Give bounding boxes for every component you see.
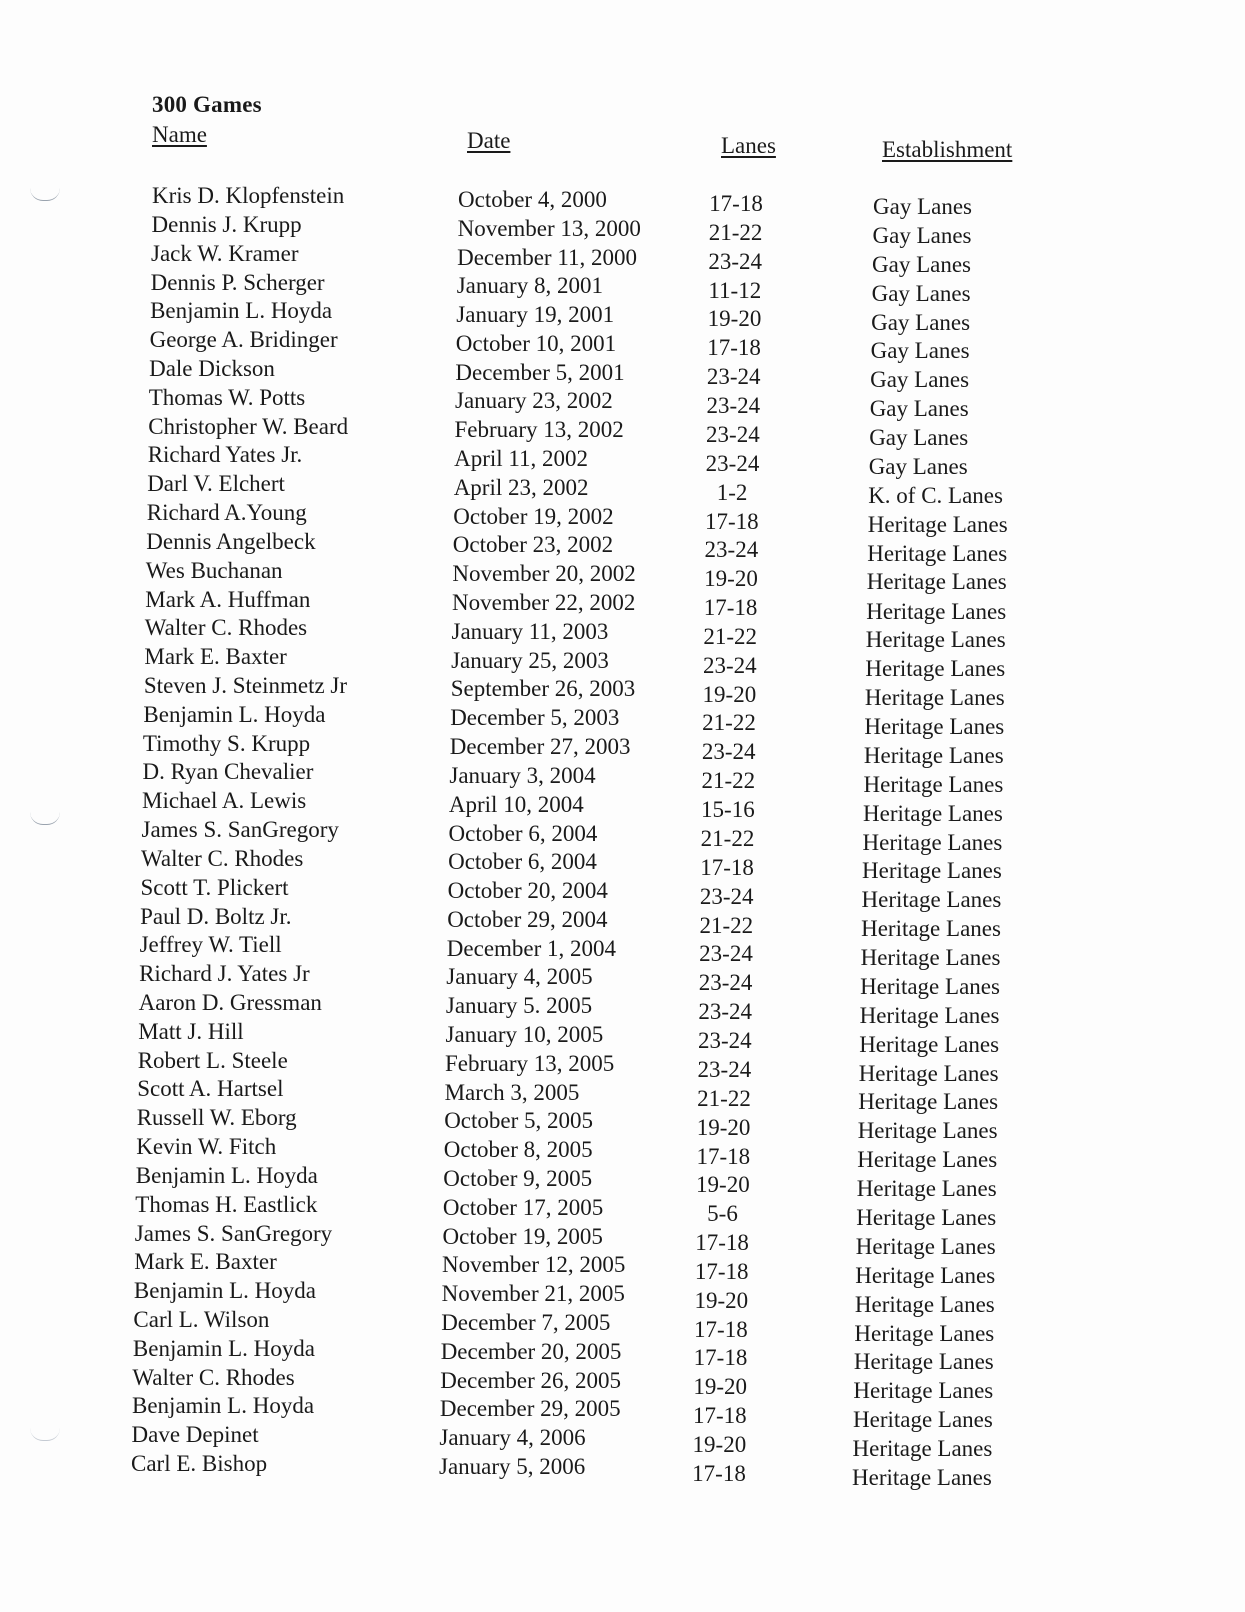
establishment-name: Heritage Lanes: [857, 1118, 998, 1144]
table-row: [0, 1391, 1245, 1433]
game-date: January 5, 2006: [439, 1454, 586, 1479]
establishment-name: Heritage Lanes: [861, 916, 1001, 942]
game-date: April 11, 2002: [454, 446, 589, 472]
game-date: October 20, 2004: [447, 878, 608, 904]
table-row: [0, 268, 1245, 306]
game-date: April 23, 2002: [453, 474, 589, 500]
table-row: [0, 239, 1245, 277]
table-row: [0, 440, 1245, 479]
establishment-name: Heritage Lanes: [856, 1204, 997, 1230]
lanes-pair: 17-18: [703, 595, 758, 621]
game-date: February 13, 2002: [454, 417, 624, 443]
table-row: [0, 1305, 1245, 1346]
game-date: December 5, 2003: [450, 705, 620, 731]
bowler-name: Steven J. Steinmetz Jr: [143, 672, 348, 698]
game-date: December 20, 2005: [440, 1338, 622, 1364]
bowler-name: Richard A.Young: [146, 500, 307, 525]
bowler-name: Darl V. Elchert: [147, 471, 285, 497]
lanes-pair: 17-18: [709, 191, 763, 216]
column-header-name: Name: [152, 122, 207, 147]
bowler-name: Jeffrey W. Tiell: [139, 932, 282, 958]
bowler-name: Benjamin L. Hoyda: [133, 1278, 316, 1304]
game-date: December 29, 2005: [439, 1396, 621, 1422]
bowler-name: Benjamin L. Hoyda: [132, 1335, 315, 1361]
game-date: September 26, 2003: [450, 676, 636, 702]
table-row: [0, 671, 1245, 711]
establishment-name: Heritage Lanes: [853, 1407, 993, 1433]
lanes-pair: 23-24: [705, 450, 760, 476]
establishment-name: Gay Lanes: [869, 425, 969, 450]
table-row: [0, 700, 1245, 739]
game-date: April 10, 2004: [448, 791, 584, 817]
table-row: [0, 498, 1245, 537]
game-date: January 11, 2003: [451, 618, 609, 644]
bowler-name: Dennis P. Scherger: [150, 269, 325, 295]
table-row: [0, 354, 1245, 393]
table-row: [0, 815, 1245, 855]
table-row: [0, 383, 1245, 422]
establishment-name: Heritage Lanes: [859, 1031, 1000, 1057]
bowler-name: Thomas W. Potts: [148, 384, 306, 410]
game-date: November 22, 2002: [452, 590, 636, 616]
lanes-pair: 23-24: [698, 999, 753, 1025]
establishment-name: Heritage Lanes: [857, 1147, 998, 1173]
establishment-name: Gay Lanes: [871, 280, 971, 306]
table-row: [0, 1161, 1245, 1202]
table-row: [0, 585, 1245, 624]
game-date: January 4, 2005: [446, 964, 593, 990]
lanes-pair: 19-20: [702, 681, 757, 707]
table-row: [0, 642, 1245, 682]
table-row: [0, 210, 1245, 248]
establishment-name: Heritage Lanes: [865, 656, 1006, 682]
establishment-name: Heritage Lanes: [858, 1089, 999, 1115]
table-row: [0, 325, 1245, 364]
establishment-name: Heritage Lanes: [860, 945, 1001, 971]
establishment-name: Heritage Lanes: [866, 598, 1007, 624]
game-date: October 6, 2004: [448, 849, 597, 875]
lanes-pair: 11-12: [708, 277, 762, 303]
establishment-name: Heritage Lanes: [856, 1176, 997, 1202]
establishment-name: Heritage Lanes: [853, 1349, 994, 1375]
lanes-pair: 19-20: [704, 566, 758, 592]
lanes-pair: 23-24: [699, 941, 753, 967]
table-row: [0, 757, 1245, 797]
bowler-name: Timothy S. Krupp: [142, 730, 311, 756]
establishment-name: Heritage Lanes: [859, 1002, 1000, 1028]
table-row: [0, 873, 1245, 913]
game-date: December 26, 2005: [440, 1367, 622, 1393]
table-row: [0, 1046, 1245, 1086]
bowler-name: Walter C. Rhodes: [132, 1364, 295, 1390]
game-date: January 5. 2005: [445, 993, 593, 1019]
lanes-pair: 19-20: [692, 1432, 747, 1458]
game-date: December 27, 2003: [449, 734, 631, 760]
lanes-pair: 21-22: [708, 219, 763, 245]
establishment-name: Heritage Lanes: [865, 627, 1006, 653]
bowler-name: Carl L. Wilson: [133, 1306, 270, 1332]
establishment-name: Gay Lanes: [868, 453, 968, 479]
establishment-name: Heritage Lanes: [853, 1378, 994, 1404]
lanes-pair: 17-18: [696, 1143, 751, 1169]
bowler-name: Dave Depinet: [131, 1422, 259, 1448]
column-header-establishment: Establishment: [882, 137, 1013, 162]
bowler-name: Benjamin L. Hoyda: [135, 1162, 318, 1188]
lanes-pair: 23-24: [699, 883, 754, 909]
lanes-pair: 23-24: [702, 652, 757, 678]
lanes-pair: 19-20: [696, 1114, 751, 1140]
bowler-name: Walter C. Rhodes: [144, 615, 308, 641]
establishment-name: Heritage Lanes: [864, 685, 1005, 711]
bowler-name: Richard J. Yates Jr: [139, 961, 310, 987]
table-row: [0, 844, 1245, 884]
game-date: November 13, 2000: [457, 215, 641, 241]
game-date: November 21, 2005: [441, 1281, 625, 1307]
table-row: [0, 1247, 1245, 1288]
bowler-name: Wes Buchanan: [145, 557, 283, 583]
game-date: December 7, 2005: [441, 1309, 611, 1335]
table-row: [0, 181, 1245, 219]
table-row: [0, 959, 1245, 999]
bowler-name: Dale Dickson: [149, 355, 275, 381]
game-date: January 4, 2006: [439, 1425, 586, 1451]
establishment-name: Heritage Lanes: [858, 1060, 999, 1086]
lanes-pair: 17-18: [693, 1345, 748, 1371]
table-row: [0, 412, 1245, 450]
game-date: November 12, 2005: [442, 1252, 626, 1278]
lanes-pair: 19-20: [707, 306, 762, 332]
lanes-pair: 23-24: [704, 537, 759, 563]
establishment-name: Heritage Lanes: [863, 800, 1003, 826]
table-row: [0, 1420, 1245, 1462]
table-row: [0, 1334, 1245, 1375]
game-date: March 3, 2005: [444, 1079, 580, 1105]
lanes-pair: 17-18: [694, 1258, 749, 1284]
lanes-pair: 19-20: [694, 1287, 749, 1313]
establishment-name: Gay Lanes: [870, 338, 970, 364]
lanes-pair: 17-18: [692, 1403, 747, 1429]
game-date: October 6, 2004: [448, 820, 598, 846]
game-date: January 19, 2001: [456, 302, 615, 328]
table-row: [0, 1449, 1245, 1490]
bowler-name: Thomas H. Eastlick: [135, 1191, 318, 1217]
establishment-name: Heritage Lanes: [867, 511, 1008, 537]
lanes-pair: 17-18: [695, 1230, 749, 1256]
bowler-name: James S. SanGregory: [134, 1220, 333, 1246]
table-row: [0, 930, 1245, 971]
establishment-name: Heritage Lanes: [852, 1436, 993, 1462]
lanes-pair: 19-20: [696, 1172, 750, 1198]
game-date: October 19, 2002: [453, 503, 614, 529]
establishment-name: Heritage Lanes: [854, 1320, 995, 1346]
establishment-name: Heritage Lanes: [860, 973, 1000, 999]
establishment-name: Heritage Lanes: [852, 1465, 992, 1490]
establishment-name: Gay Lanes: [870, 367, 970, 393]
lanes-pair: 17-18: [707, 335, 761, 361]
column-header-lanes: Lanes: [721, 133, 776, 158]
bowler-name: George A. Bridinger: [149, 327, 338, 353]
establishment-name: Heritage Lanes: [854, 1291, 995, 1317]
game-date: October 10, 2001: [455, 330, 617, 356]
bowler-name: Paul D. Boltz Jr.: [140, 903, 292, 929]
lanes-pair: 21-22: [703, 623, 758, 649]
lanes-pair: 21-22: [700, 826, 755, 851]
game-date: October 5, 2005: [444, 1108, 594, 1134]
lanes-pair: 21-22: [702, 710, 756, 736]
game-date: November 20, 2002: [452, 561, 636, 587]
table-row: [0, 556, 1245, 595]
lanes-pair: 23-24: [701, 739, 756, 765]
bowler-name: Scott A. Hartsel: [137, 1076, 284, 1102]
lanes-pair: 21-22: [701, 768, 756, 794]
table-row: [0, 1363, 1245, 1404]
establishment-name: Heritage Lanes: [861, 887, 1002, 913]
establishment-name: Heritage Lanes: [867, 540, 1008, 566]
game-date: January 10, 2005: [445, 1021, 604, 1047]
establishment-name: Gay Lanes: [872, 251, 971, 277]
establishment-name: Gay Lanes: [871, 309, 971, 335]
lanes-pair: 21-22: [699, 912, 754, 938]
bowler-name: Mark E. Baxter: [134, 1249, 277, 1275]
table-row: [0, 1219, 1245, 1259]
game-date: October 29, 2004: [447, 906, 608, 932]
table-row: [0, 902, 1245, 942]
establishment-name: K. of C. Lanes: [868, 482, 1003, 508]
lanes-pair: 17-18: [700, 854, 754, 880]
lanes-pair: 23-24: [698, 970, 753, 996]
table-row: [0, 1103, 1245, 1144]
bowler-name: Walter C. Rhodes: [141, 845, 304, 871]
game-date: October 19, 2005: [442, 1223, 603, 1249]
bowler-name: D. Ryan Chevalier: [142, 759, 314, 785]
bowler-name: Mark E. Baxter: [144, 644, 287, 670]
establishment-name: Heritage Lanes: [863, 742, 1004, 768]
bowler-name: Scott T. Plickert: [140, 874, 289, 900]
game-date: February 13, 2005: [445, 1050, 615, 1076]
lanes-pair: 15-16: [701, 797, 755, 823]
game-date: October 23, 2002: [452, 532, 614, 558]
bowler-name: Matt J. Hill: [138, 1018, 244, 1044]
establishment-name: Heritage Lanes: [855, 1234, 996, 1259]
column-header-date: Date: [467, 128, 511, 153]
game-date: January 3, 2004: [449, 762, 596, 788]
lanes-pair: 17-18: [692, 1461, 746, 1486]
lanes-pair: 23-24: [706, 364, 761, 390]
game-date: January 8, 2001: [456, 273, 603, 299]
lanes-pair: 23-24: [708, 248, 763, 274]
bowler-name: Aaron D. Gressman: [138, 989, 322, 1015]
table-row: [0, 1074, 1245, 1115]
bowler-name: Kevin W. Fitch: [136, 1134, 277, 1159]
bowler-name: Christopher W. Beard: [148, 413, 349, 439]
game-date: December 11, 2000: [457, 244, 637, 270]
establishment-name: Heritage Lanes: [855, 1262, 996, 1288]
lanes-pair: 17-18: [704, 508, 759, 534]
game-date: January 23, 2002: [455, 388, 613, 414]
lanes-pair: 21-22: [697, 1085, 751, 1111]
lanes-pair: 23-24: [706, 421, 760, 447]
establishment-name: Gay Lanes: [869, 396, 969, 422]
establishment-name: Heritage Lanes: [862, 858, 1002, 884]
bowler-name: Benjamin L. Hoyda: [150, 298, 333, 324]
establishment-name: Heritage Lanes: [864, 713, 1005, 739]
lanes-pair: 5-6: [707, 1201, 738, 1227]
table-row: [0, 1190, 1245, 1230]
establishment-name: Gay Lanes: [873, 194, 972, 219]
establishment-name: Heritage Lanes: [863, 771, 1004, 797]
bowler-name: James S. SanGregory: [141, 817, 339, 842]
game-date: December 5, 2001: [455, 359, 625, 385]
bowler-name: Richard Yates Jr.: [147, 442, 303, 468]
establishment-name: Heritage Lanes: [862, 829, 1003, 855]
table-row: [0, 469, 1245, 508]
table-row: [0, 729, 1245, 768]
bowler-name: Russell W. Eborg: [136, 1105, 297, 1131]
establishment-name: Gay Lanes: [872, 222, 972, 248]
lanes-pair: 19-20: [693, 1374, 748, 1400]
bowler-name: Benjamin L. Hoyda: [143, 701, 326, 727]
game-date: October 4, 2000: [458, 187, 607, 212]
lanes-pair: 1-2: [716, 479, 748, 505]
bowler-name: Dennis Angelbeck: [146, 528, 316, 554]
bowler-name: Michael A. Lewis: [142, 788, 307, 814]
bowler-name: Jack W. Kramer: [151, 240, 299, 266]
table-row: [0, 1276, 1245, 1317]
table-row: [0, 988, 1245, 1028]
bowler-name: Robert L. Steele: [137, 1047, 288, 1073]
table-row: [0, 613, 1245, 653]
game-date: October 9, 2005: [443, 1165, 593, 1191]
table-row: [0, 1017, 1245, 1057]
bowler-name: Mark A. Huffman: [145, 586, 311, 612]
bowler-name: Dennis J. Krupp: [151, 211, 302, 237]
establishment-name: Heritage Lanes: [866, 569, 1007, 595]
table-row: [0, 1132, 1245, 1173]
table-row: [0, 296, 1245, 335]
table-row: [0, 527, 1245, 566]
lanes-pair: 23-24: [697, 1056, 752, 1082]
game-date: January 25, 2003: [451, 647, 609, 673]
lanes-pair: 17-18: [694, 1316, 748, 1342]
game-date: October 17, 2005: [442, 1194, 604, 1220]
lanes-pair: 23-24: [697, 1027, 752, 1053]
bowler-name: Kris D. Klopfenstein: [152, 183, 345, 208]
lanes-pair: 23-24: [706, 392, 761, 418]
game-date: October 8, 2005: [443, 1137, 593, 1163]
bowler-name: Carl E. Bishop: [131, 1451, 268, 1476]
document-title: 300 Games: [152, 92, 262, 117]
bowler-name: Benjamin L. Hoyda: [132, 1393, 315, 1419]
game-date: December 1, 2004: [446, 935, 617, 961]
table-row: [0, 786, 1245, 826]
